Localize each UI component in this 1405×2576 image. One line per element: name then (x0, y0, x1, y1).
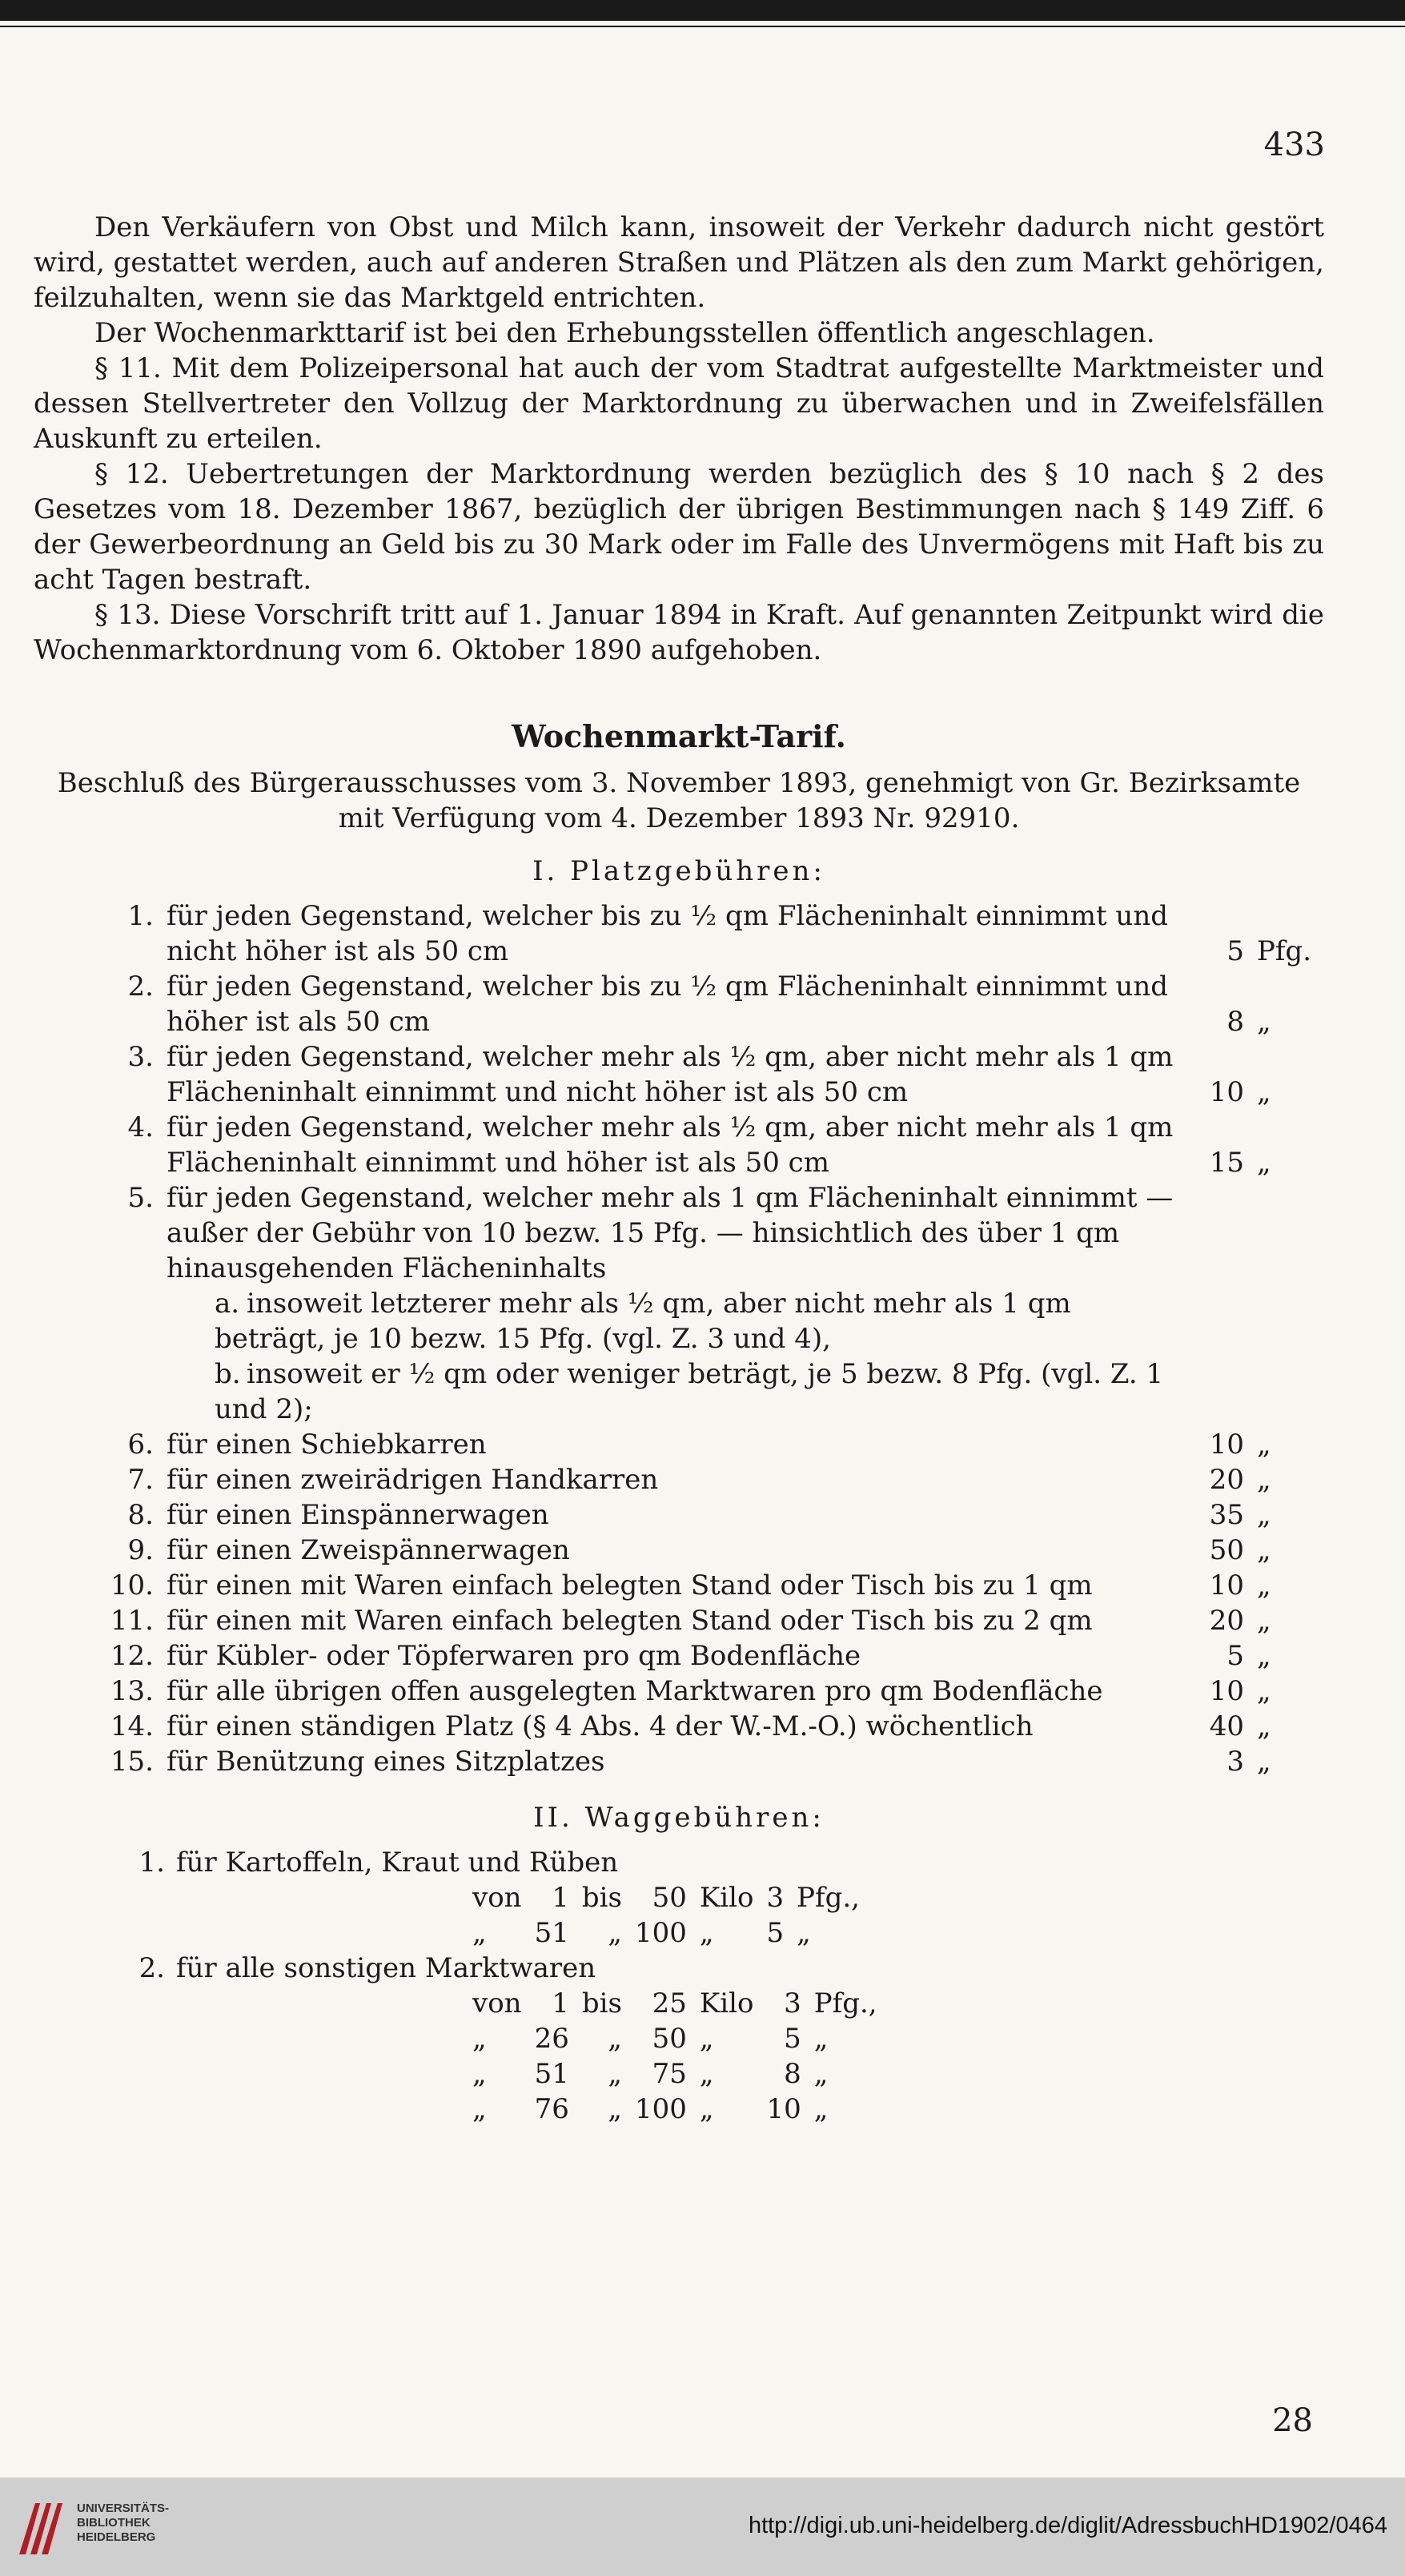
weigh-sep: „ (608, 2058, 622, 2090)
fee-row (34, 969, 1324, 1039)
fee-description: für einen Zweispännerwagen (167, 1534, 570, 1566)
weigh-to: 50 (652, 1882, 687, 1914)
weigh-from: 26 (534, 2023, 569, 2055)
fee-row (34, 1638, 1324, 1674)
fee-amount: 5 (1226, 935, 1244, 967)
fee-number: 2. (127, 971, 154, 1003)
fee-unit (1244, 1286, 1324, 1356)
fee-unit: „ (1257, 1006, 1271, 1038)
fee-table (34, 898, 1324, 1779)
fee-number: 14. (110, 1710, 154, 1742)
fee-amount: 10 (1209, 1675, 1244, 1707)
weigh-prefix: von (472, 1882, 522, 1914)
weigh-to: 100 (634, 1917, 687, 1949)
page-number: 433 (1263, 127, 1325, 163)
fee-row (34, 1462, 1324, 1497)
fee-unit: „ (1257, 1605, 1271, 1637)
paragraph-section-11: § 11. Mit dem Polizeipersonal hat auch der vom Stadtrat aufgestellte Marktmeister und dessen Stellvertreter den Vollzug der Marktordnung zu überwachen und in Zweifelsfällen Auskunft zu erteilen. (34, 352, 1324, 455)
weigh-unit: „ (699, 2093, 714, 2125)
fee-row (34, 1568, 1324, 1603)
fee-description (167, 1286, 1188, 1356)
weigh-to: 25 (652, 1987, 687, 2019)
weigh-fee: 5 (766, 1917, 785, 1949)
fee-description: für Benützung eines Sitzplatzes (167, 1746, 605, 1778)
fee-row (34, 1180, 1324, 1286)
fee-unit: „ (1257, 1569, 1271, 1601)
weigh-fee-unit: „ (813, 2093, 829, 2125)
fee-amount: 8 (1226, 1006, 1244, 1038)
weigh-fee: 3 (766, 1882, 785, 1914)
weigh-group-title (123, 1951, 1324, 1986)
weigh-fee: 10 (766, 2093, 801, 2125)
fee-row (34, 1110, 1324, 1180)
fee-amount: 10 (1209, 1569, 1244, 1601)
weigh-sep: „ (608, 1917, 622, 1949)
weigh-row (466, 2021, 884, 2056)
weigh-group-label: für alle sonstigen Marktwaren (176, 1952, 596, 1984)
weigh-from: 1 (552, 1882, 569, 1914)
fee-unit: „ (1257, 1710, 1271, 1742)
weigh-row (466, 1880, 866, 1915)
library-name (77, 2502, 169, 2545)
weigh-fee-unit: „ (797, 1917, 811, 1949)
weigh-row (466, 1986, 884, 2021)
fee-amount: 15 (1209, 1147, 1244, 1179)
fee-description: für jeden Gegenstand, welcher mehr als ½ qm, aber nicht mehr als 1 qm Flächeninhalt einnimmt und nicht höher ist als 50 cm (167, 1041, 1174, 1108)
weigh-prefix: „ (472, 1917, 487, 1949)
weigh-to: 75 (652, 2058, 687, 2090)
fee-description: für jeden Gegenstand, welcher bis zu ½ qm Flächeninhalt einnimmt und nicht höher ist als 50 cm (167, 900, 1168, 967)
library-name-line-1: UNIVERSITÄTS- (77, 2502, 170, 2515)
fee-description: für einen ständigen Platz (§ 4 Abs. 4 der W.-M.-O.) wöchentlich (167, 1710, 1034, 1742)
weigh-sep: bis (581, 1882, 622, 1914)
fee-amount: 20 (1209, 1605, 1244, 1637)
weigh-row (466, 2056, 884, 2092)
paragraph-section-12: § 12. Uebertretungen der Marktordnung werden bezüglich des § 10 nach § 2 des Gesetzes vom 18. Dezember 1867, bezüglich der übrigen Bestimmungen nach § 149 Ziff. 6 der Gewerbeordnung an Geld bis zu 30 Mark oder im Falle des Unvermögens mit Haft bis zu acht Tagen bestraft. (34, 458, 1324, 596)
fee-unit: „ (1257, 1640, 1271, 1672)
fee-number: 12. (110, 1640, 154, 1672)
fee-unit: „ (1257, 1746, 1271, 1778)
weigh-to: 50 (652, 2023, 687, 2055)
fee-unit: „ (1257, 1464, 1271, 1496)
fee-number: 10. (110, 1569, 154, 1601)
fee-amount: 3 (1226, 1746, 1244, 1778)
weigh-fee: 8 (784, 2058, 801, 2090)
weigh-fee-unit: „ (813, 2058, 829, 2090)
weigh-group-label: für Kartoffeln, Kraut und Rüben (176, 1847, 619, 1879)
fee-number: 1. (127, 900, 154, 932)
fee-amount (1188, 1356, 1244, 1427)
weigh-unit: „ (699, 2058, 714, 2090)
weigh-prefix: „ (472, 2058, 487, 2090)
fee-row (34, 1709, 1324, 1744)
fee-sub-description: insoweit er ½ qm oder weniger beträgt, je 5 bezw. 8 Pfg. (vgl. Z. 1 und 2); (215, 1358, 1164, 1425)
fee-unit: „ (1257, 1429, 1271, 1461)
fee-amount: 10 (1209, 1076, 1244, 1108)
section-2-title: II. Waggebühren: (533, 1802, 825, 1834)
weigh-group-number: 2. (138, 1952, 165, 1984)
fee-row (34, 1744, 1324, 1779)
fee-description (167, 1356, 1188, 1427)
weigh-from: 76 (534, 2093, 569, 2125)
footer-page-number: 28 (1272, 2402, 1313, 2439)
fee-row (34, 1497, 1324, 1533)
fee-row (34, 1603, 1324, 1638)
fee-amount: 10 (1209, 1429, 1244, 1461)
weigh-prefix: „ (472, 2093, 487, 2125)
fee-number: 6. (127, 1429, 154, 1461)
weigh-to: 100 (634, 2093, 687, 2125)
weigh-fees (34, 1845, 1324, 2127)
weigh-fee: 5 (784, 2023, 801, 2055)
fee-number (34, 1286, 167, 1356)
top-scan-border (0, 0, 1405, 27)
fee-amount: 40 (1209, 1710, 1244, 1742)
weigh-from: 51 (534, 1917, 569, 1949)
fee-number: 7. (127, 1464, 154, 1496)
weigh-prefix: von (472, 1987, 522, 2019)
fee-unit (1244, 1356, 1324, 1427)
fee-description: für jeden Gegenstand, welcher mehr als 1 qm Flächeninhalt einnimmt — außer der Gebühr von 10 bezw. 15 Pfg. — hinsichtlich des über 1 qm hinausgehenden Flächeninhalts (167, 1182, 1174, 1284)
weigh-unit: Kilo (699, 1987, 754, 2019)
weigh-unit: „ (699, 1917, 714, 1949)
fee-number: 11. (110, 1605, 154, 1637)
fee-description: für jeden Gegenstand, welcher bis zu ½ qm Flächeninhalt einnimmt und höher ist als 50 cm (167, 971, 1168, 1038)
footer-bar (0, 2478, 1405, 2576)
fee-unit: „ (1257, 1499, 1271, 1531)
fee-unit: „ (1257, 1076, 1271, 1108)
fee-number: 4. (127, 1111, 154, 1143)
fee-sub-letter: a. (215, 1288, 240, 1320)
fee-description: für einen mit Waren einfach belegten Stand oder Tisch bis zu 1 qm (167, 1569, 1093, 1601)
fee-number: 3. (127, 1041, 154, 1073)
fee-unit: „ (1257, 1675, 1271, 1707)
weigh-from: 1 (552, 1987, 569, 2019)
weigh-group-number: 1. (138, 1847, 165, 1879)
fee-amount: 5 (1226, 1640, 1244, 1672)
fee-number: 15. (110, 1746, 154, 1778)
paragraph-fruit-milk: Den Verkäufern von Obst und Milch kann, insoweit der Verkehr dadurch nicht gestört wird, gestattet werden, auch auf anderen Straßen und Plätzen als den zum Markt gehörigen, feilzuhalten, wenn sie das Marktgeld entrichten. (34, 211, 1324, 314)
university-library-logo-icon (16, 2497, 67, 2558)
weigh-table (466, 1880, 866, 1951)
fee-row (34, 1533, 1324, 1568)
fee-amount: 50 (1209, 1534, 1244, 1566)
library-name-line-3: HEIDELBERG (77, 2530, 156, 2544)
library-name-line-2: BIBLIOTHEK (77, 2516, 151, 2530)
weigh-row (466, 1915, 866, 1951)
fee-sub-letter: b. (215, 1358, 241, 1390)
weigh-table (466, 1986, 884, 2127)
fee-row (34, 1039, 1324, 1110)
section-1-title: I. Platzgebühren: (532, 855, 825, 887)
tariff-heading: Wochenmarkt-Tarif. (512, 718, 846, 754)
fee-description: für einen Einspännerwagen (167, 1499, 549, 1531)
weigh-sep: „ (608, 2093, 622, 2125)
weigh-unit: „ (699, 2023, 714, 2055)
weigh-fee-unit: Pfg., (813, 1987, 877, 2019)
weigh-sep: bis (581, 1987, 622, 2019)
fee-row (34, 1356, 1324, 1427)
fee-row (34, 898, 1324, 969)
fee-row (34, 1286, 1324, 1356)
fee-amount (1188, 1180, 1244, 1286)
fee-description: für einen mit Waren einfach belegten Stand oder Tisch bis zu 2 qm (167, 1605, 1093, 1637)
fee-number: 8. (127, 1499, 154, 1531)
weigh-row (466, 2092, 884, 2127)
weigh-from: 51 (534, 2058, 569, 2090)
fee-description: für jeden Gegenstand, welcher mehr als ½ qm, aber nicht mehr als 1 qm Flächeninhalt einnimmt und höher ist als 50 cm (167, 1111, 1174, 1179)
paragraph-section-13: § 13. Diese Vorschrift tritt auf 1. Januar 1894 in Kraft. Auf genannten Zeitpunkt wird die Wochenmarktordnung vom 6. Oktober 1890 aufgehoben. (34, 599, 1324, 666)
fee-unit: Pfg. (1257, 935, 1312, 967)
fee-amount (1188, 1286, 1244, 1356)
fee-unit: „ (1257, 1147, 1271, 1179)
resolution-text: Beschluß des Bürgerausschusses vom 3. November 1893, genehmigt von Gr. Bezirksamte mit Verfügung vom 4. Dezember 1893 Nr. 92910. (57, 767, 1301, 834)
fee-number: 9. (127, 1534, 154, 1566)
weigh-fee: 3 (784, 1987, 801, 2019)
weigh-unit: Kilo (699, 1882, 754, 1914)
source-url-link[interactable]: http://digi.ub.uni-heidelberg.de/diglit/AdressbuchHD1902/0464 (748, 2513, 1387, 2538)
weigh-prefix: „ (472, 2023, 487, 2055)
weigh-sep: „ (608, 2023, 622, 2055)
fee-description: für einen Schiebkarren (167, 1429, 487, 1461)
fee-amount: 35 (1209, 1499, 1244, 1531)
fee-number: 13. (110, 1675, 154, 1707)
fee-row (34, 1674, 1324, 1709)
fee-amount: 20 (1209, 1464, 1244, 1496)
fee-description: für alle übrigen offen ausgelegten Marktwaren pro qm Bodenfläche (167, 1675, 1103, 1707)
fee-sub-description: insoweit letzterer mehr als ½ qm, aber nicht mehr als 1 qm beträgt, je 10 bezw. 15 Pfg. (vgl. Z. 3 und 4), (215, 1288, 1071, 1355)
fee-unit: „ (1257, 1534, 1271, 1566)
fee-description: für einen zweirädrigen Handkarren (167, 1464, 659, 1496)
fee-description: für Kübler- oder Töpferwaren pro qm Bodenfläche (167, 1640, 861, 1672)
fee-number: 5. (127, 1182, 154, 1214)
fee-unit (1244, 1180, 1324, 1286)
paragraph-tariff-posted: Der Wochenmarkttarif ist bei den Erhebungsstellen öffentlich angeschlagen. (94, 317, 1155, 349)
fee-row (34, 1427, 1324, 1462)
document-body (34, 210, 1324, 2127)
weigh-fee-unit: Pfg., (797, 1882, 860, 1914)
fee-number (34, 1356, 167, 1427)
weigh-group-title (123, 1845, 1324, 1880)
weigh-fee-unit: „ (813, 2023, 829, 2055)
